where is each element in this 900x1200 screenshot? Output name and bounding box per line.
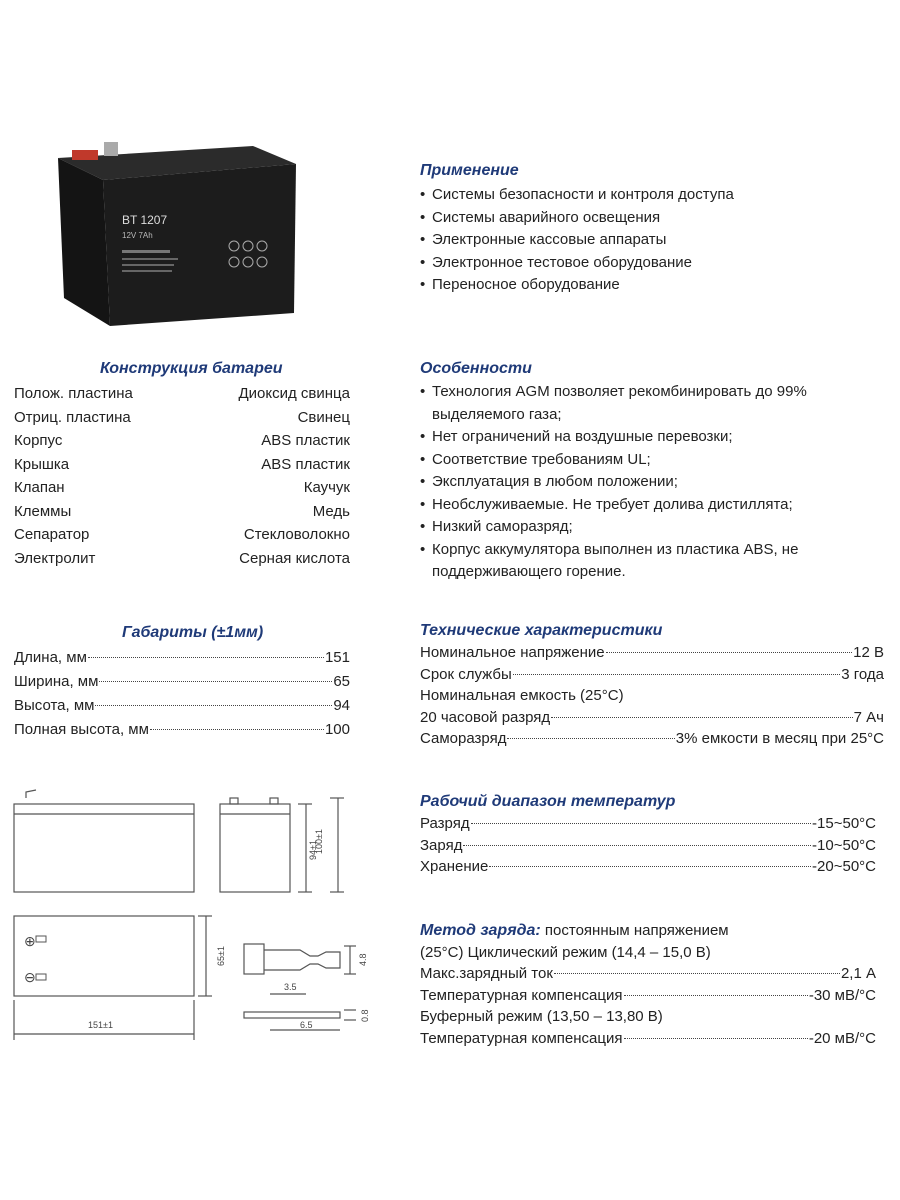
row-value: Диоксид свинца xyxy=(238,385,350,402)
charge-intro xyxy=(420,920,890,963)
row-label: Корпус xyxy=(14,432,63,449)
row-value: -30 мВ/°C xyxy=(808,986,876,1004)
dimension-row xyxy=(14,646,350,670)
row-value: 151 xyxy=(324,649,350,666)
application-list xyxy=(420,184,890,297)
row-label: Номинальная емкость (25°C) xyxy=(420,687,624,704)
row-value: Стекловолокно xyxy=(243,526,350,543)
row-value: Свинец xyxy=(297,408,350,426)
construction-row xyxy=(14,382,350,406)
plus-terminal-icon: ⊕ xyxy=(24,933,36,949)
features-item: • Технология AGM позволяет рекомбинировать до 99% выделяемого газа; xyxy=(420,381,860,426)
features-item: • Нет ограничений на воздушные перевозки; xyxy=(420,426,860,449)
dimension-row xyxy=(14,694,350,718)
height-total-label: 100±1 xyxy=(314,829,324,854)
row-label: Клеммы xyxy=(14,502,72,520)
row-value: ABS пластик xyxy=(261,455,350,473)
row-label: Сепаратор xyxy=(14,526,90,543)
charge-row xyxy=(420,985,876,1007)
terminal-height-label: 4.8 xyxy=(358,953,368,966)
charge-row xyxy=(420,1006,876,1028)
row-label: Срок службы xyxy=(420,665,512,683)
row-label: Буферный режим (13,50 – 13,80 В) xyxy=(420,1008,663,1025)
tech-table xyxy=(420,642,884,750)
technical-drawing xyxy=(0,780,380,1050)
features-item: • Необслуживаемые. Не требует долива дистиллята; xyxy=(420,494,860,517)
construction-row xyxy=(14,523,350,547)
features-item: • Соответствие требованиям UL; xyxy=(420,449,860,472)
row-value: Каучук xyxy=(303,479,350,496)
tech-title: Технические характеристики xyxy=(420,622,663,639)
battery-rating-label: 12V 7Ah xyxy=(122,231,153,240)
dimension-row xyxy=(14,670,350,694)
construction-row xyxy=(14,500,350,524)
construction-row xyxy=(14,453,350,477)
charge-table xyxy=(420,963,876,1049)
minus-terminal-icon: ⊖ xyxy=(24,969,36,985)
charge-row xyxy=(420,963,876,985)
row-label: Отриц. пластина xyxy=(14,408,131,426)
row-value: -20 мВ/°C xyxy=(808,1029,876,1047)
application-item: • Электронные кассовые аппараты xyxy=(420,229,890,252)
height-body-label: 94±1 xyxy=(308,840,318,860)
application-item: • Системы аварийного освещения xyxy=(420,207,890,230)
row-label: Крышка xyxy=(14,455,70,473)
row-label: Разряд xyxy=(420,815,470,832)
charge-row xyxy=(420,1028,876,1050)
row-label: Номинальное напряжение xyxy=(420,644,605,661)
row-value: -20~50°C xyxy=(812,858,876,875)
row-label: Заряд xyxy=(420,836,463,854)
row-value: -10~50°C xyxy=(812,836,876,854)
row-label: Ширина, мм xyxy=(14,673,99,690)
row-label: Длина, мм xyxy=(14,649,87,666)
row-value: 3% емкости в месяц при 25°C xyxy=(675,730,884,747)
row-label: Хранение xyxy=(420,858,489,875)
tech-row xyxy=(420,685,884,707)
terminal-thickness-label: 0.8 xyxy=(360,1009,370,1022)
row-value: 65 xyxy=(333,673,350,690)
row-label: Электролит xyxy=(14,549,96,567)
battery-model-label: BT 1207 xyxy=(122,213,168,227)
dimensions-table xyxy=(14,646,350,742)
tech-row xyxy=(420,664,884,686)
temp-table xyxy=(420,813,876,878)
row-value: Медь xyxy=(312,502,350,520)
temp-title: Рабочий диапазон температур xyxy=(420,793,676,810)
row-value: ABS пластик xyxy=(261,432,350,449)
features-item: • Эксплуатация в любом положении; xyxy=(420,471,860,494)
row-label: Полож. пластина xyxy=(14,385,133,402)
tech-row xyxy=(420,728,884,750)
row-label: Температурная компенсация xyxy=(420,986,623,1004)
application-item: • Переносное оборудование xyxy=(420,274,890,297)
row-value: 94 xyxy=(333,697,350,714)
row-label: Температурная компенсация xyxy=(420,1029,623,1047)
tech-row xyxy=(420,707,884,729)
battery-photo xyxy=(48,128,306,328)
construction-row xyxy=(14,406,350,430)
row-label: 20 часовой разряд xyxy=(420,708,551,726)
features-list xyxy=(420,381,860,584)
row-label: Клапан xyxy=(14,479,65,496)
tech-row xyxy=(420,642,884,664)
features-item: • Низкий саморазряд; xyxy=(420,516,860,539)
charge-intro-text: постоянным напряжением xyxy=(540,922,729,939)
dimensions-title: Габариты (±1мм) xyxy=(122,624,264,641)
row-value: 2,1 А xyxy=(840,965,876,982)
row-label: Макс.зарядный ток xyxy=(420,965,553,982)
charge-title: Метод заряда: xyxy=(420,922,541,939)
temp-row xyxy=(420,856,876,878)
application-item: • Электронное тестовое оборудование xyxy=(420,252,890,275)
row-value: 100 xyxy=(324,721,350,738)
application-item: • Системы безопасности и контроля доступа xyxy=(420,184,890,207)
construction-row xyxy=(14,547,350,571)
length-label: 151±1 xyxy=(88,1020,113,1030)
row-value: 3 года xyxy=(841,665,884,683)
row-value: 12 В xyxy=(853,644,884,661)
dimension-row xyxy=(14,718,350,742)
temp-row xyxy=(420,835,876,857)
row-label: Полная высота, мм xyxy=(14,721,149,738)
features-title: Особенности xyxy=(420,360,532,377)
construction-row xyxy=(14,476,350,500)
construction-table xyxy=(14,382,350,570)
temp-row xyxy=(420,813,876,835)
construction-row xyxy=(14,429,350,453)
terminal-length-label: 6.5 xyxy=(300,1020,313,1030)
row-label: Саморазряд xyxy=(420,730,507,747)
row-label: Высота, мм xyxy=(14,697,95,714)
terminal-width-label: 3.5 xyxy=(284,982,297,992)
row-value: Серная кислота xyxy=(239,549,350,567)
application-title: Применение xyxy=(420,162,519,179)
row-value: 7 Ач xyxy=(853,708,884,726)
row-value: -15~50°C xyxy=(812,815,876,832)
construction-title: Конструкция батареи xyxy=(100,360,283,377)
charge-intro-text-2: (25°C) Циклический режим (14,4 – 15,0 В) xyxy=(420,943,711,961)
features-item: • Корпус аккумулятора выполнен из пластика ABS, не поддерживающего горение. xyxy=(420,539,860,584)
width-label: 65±1 xyxy=(216,946,226,966)
